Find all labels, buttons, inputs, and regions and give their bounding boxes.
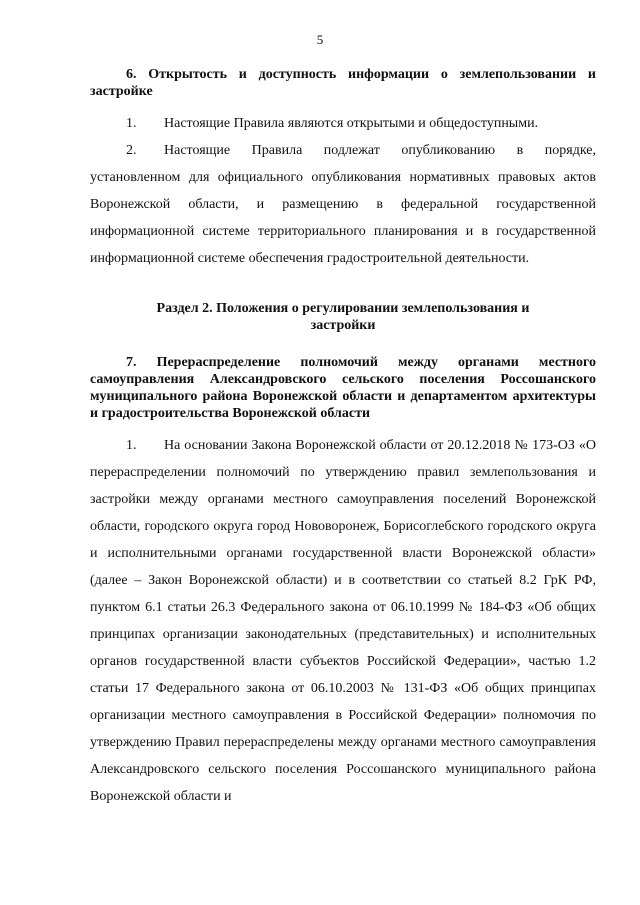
section-6-item-2 <box>90 137 596 272</box>
item-number: 1. <box>126 438 137 453</box>
item-number: 1. <box>126 116 137 131</box>
page-number: 5 <box>316 32 324 47</box>
part-2-heading: Раздел 2. Положения о регулировании землепользования и застройки <box>156 301 530 333</box>
page-content <box>90 66 596 810</box>
item-text: На основании Закона Воронежской области от 20.12.2018 № 173-ОЗ «О перераспределении полномочий по утверждению правил землепользования и застройки между органами местного самоуправления поселений Воронежской области, городского округа город Нововоронеж, Борисоглебского городского округа и исполнительными органами государственной власти Воронежской области» (далее – Закон Воронежской области) и в соответствии со статьей 8.2 ГрК РФ, пунктом 6.1 статьи 26.3 Федерального закона от 06.10.1999 № 184-ФЗ «Об общих принципах организации законодательных (представительных) и исполнительных органов государственной власти субъектов Российской Федерации», частью 1.2 статьи 17 Федерального закона от 06.10.2003 № 131-ФЗ «Об общих принципах организации местного самоуправления в Российской Федерации» полномочия по утверждению Правил перераспределены между органами местного самоуправления Александровского сельского поселения Россошанского муниципального района Воронежской области и <box>90 438 596 804</box>
item-text: Настоящие Правила подлежат опубликованию в порядке, установленном для официального опубликования нормативных правовых актов Воронежской области, и размещению в федеральной государственной информационной системе территориального планирования и в государственной информационной системе обеспечения градостроительной деятельности. <box>90 143 596 266</box>
section-6-item-1 <box>90 110 596 137</box>
section-7-item-1 <box>90 432 596 810</box>
item-text: Настоящие Правила являются открытыми и общедоступными. <box>164 116 539 131</box>
section-6-heading: 6. Открытость и доступность информации о землепользовании и застройке <box>90 67 596 99</box>
section-7-heading: 7. Перераспределение полномочий между органами местного самоуправления Александровского сельского поселения Россошанского муниципального района Воронежской области и департаментом архитектуры и градостроительства Воронежской области <box>90 355 596 421</box>
item-number: 2. <box>126 143 137 158</box>
